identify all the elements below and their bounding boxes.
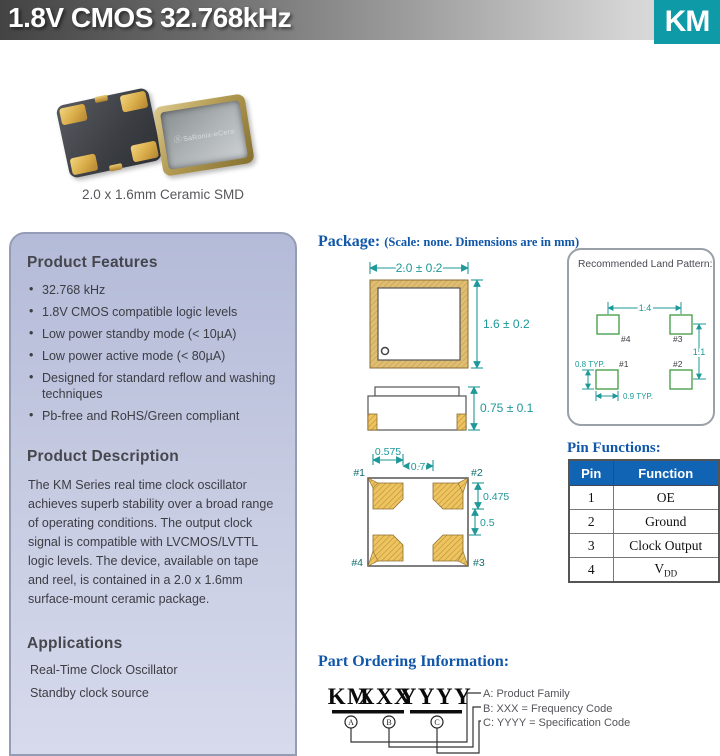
- land-label-4: #4: [621, 334, 631, 344]
- features-list: [29, 282, 282, 424]
- table-row: [569, 534, 719, 558]
- pin-label-3: #3: [473, 557, 485, 569]
- land-dim-h: 1.4: [638, 303, 652, 313]
- description-heading: Product Description: [27, 448, 179, 465]
- pin1-indicator: [382, 348, 389, 355]
- chip-pad: [120, 91, 149, 113]
- km-logo: KM: [654, 0, 720, 44]
- code-part-b: XXX: [357, 684, 413, 709]
- marker-letter-a: A: [348, 718, 354, 727]
- pin-function: Ground: [613, 510, 719, 534]
- land-dim-pad-w: 0.9 TYP.: [623, 392, 653, 401]
- package-heading: Package: (Scale: none. Dimensions are in mm): [318, 233, 580, 250]
- land-label-1: #1: [619, 359, 629, 369]
- land-pad-4: [597, 315, 619, 334]
- package-drawings: [345, 252, 560, 582]
- table-row: [569, 510, 719, 534]
- chip-lid: [160, 100, 248, 170]
- side-view-drawing: [368, 387, 534, 430]
- product-info-panel: [9, 232, 297, 756]
- feature-item: • Low power standby mode (< 10µA): [29, 326, 282, 342]
- application-item: Real-Time Clock Oscillator: [30, 663, 178, 677]
- code-part-c: YYYY: [399, 684, 473, 709]
- land-pattern-drawing: [569, 250, 713, 424]
- ordering-legend: [483, 687, 630, 731]
- top-view-drawing: [370, 261, 530, 368]
- col-header-function: Function: [613, 460, 719, 486]
- legend-item: B: XXX = Frequency Code: [483, 702, 613, 715]
- applications-heading: Applications: [27, 635, 123, 652]
- feature-item: • 32.768 kHz: [29, 282, 282, 298]
- land-pattern-box: [567, 248, 715, 426]
- pin-number: 1: [569, 486, 613, 510]
- circle-s-logo-icon: Ⓢ: [173, 134, 183, 145]
- pin-label-4: #4: [351, 557, 363, 569]
- package-scale-note: (Scale: none. Dimensions are in mm): [384, 235, 580, 249]
- pin-functions-heading: Pin Functions:: [567, 440, 661, 456]
- table-row: [569, 486, 719, 510]
- chip-pad: [130, 140, 159, 162]
- feature-item: • Low power active mode (< 80µA): [29, 348, 282, 364]
- marker-letter-c: C: [434, 718, 440, 727]
- marker-letter-b: B: [386, 718, 392, 727]
- connector-c: [437, 721, 481, 753]
- dim-thickness: 0.75 ± 0.1: [480, 401, 534, 415]
- legend-item: A: Product Family: [483, 688, 570, 700]
- code-part-a: KM: [327, 684, 371, 709]
- land-pattern-title: Recommended Land Pattern:: [578, 259, 713, 270]
- chip-pad: [69, 153, 98, 175]
- chip-logo-text: ⓈSaRonix-eCera: [173, 127, 235, 145]
- legend-item: C: YYYY = Specification Code: [483, 717, 631, 729]
- pin-function: Clock Output: [613, 534, 719, 558]
- feature-item: • Pb-free and RoHS/Green compliant: [29, 408, 282, 424]
- pin-number: 2: [569, 510, 613, 534]
- land-pad-1: [596, 370, 618, 389]
- table-header-row: [569, 460, 719, 486]
- pin-label-1: #1: [353, 467, 365, 479]
- application-item: Standby clock source: [30, 686, 149, 700]
- chip-photo-bottom-view: [55, 87, 162, 179]
- dim-height: 1.6 ± 0.2: [483, 317, 530, 331]
- dim-width: 2.0 ± 0.2: [395, 261, 443, 275]
- dim-pad-width: 0.575: [374, 446, 402, 458]
- pin-functions-table: [568, 459, 720, 583]
- col-header-pin: Pin: [569, 460, 613, 486]
- applications-list: [30, 663, 282, 700]
- bottom-view-drawing: [351, 446, 509, 569]
- pin-number: 4: [569, 558, 613, 583]
- pin-label-2: #2: [471, 467, 483, 479]
- part-ordering-heading: Part Ordering Information:: [318, 653, 510, 670]
- feature-item: • 1.8V CMOS compatible logic levels: [29, 304, 282, 320]
- chip-pad: [59, 103, 88, 125]
- page-title: 1.8V CMOS 32.768kHz: [8, 2, 292, 33]
- pin-function: $V_{DD}$: [613, 558, 719, 583]
- dim-pad-height: 0.475: [483, 491, 510, 503]
- land-pad-3: [670, 315, 692, 334]
- land-label-2: #2: [673, 359, 683, 369]
- land-dim-pad-h: 0.8 TYP.: [575, 360, 605, 369]
- chip-photo-top-view: [153, 93, 255, 177]
- pin-number: 3: [569, 534, 613, 558]
- pin-function: OE: [613, 486, 719, 510]
- feature-item: • Designed for standard reflow and washing techniques: [29, 370, 282, 402]
- land-pad-2: [670, 370, 692, 389]
- dim-pad-pitch: 0.7: [410, 461, 426, 473]
- dim-pad-vspace: 0.5: [480, 517, 495, 529]
- chip-castellation: [109, 163, 123, 172]
- land-label-3: #3: [673, 334, 683, 344]
- land-dim-v: 1.1: [692, 347, 706, 357]
- chip-castellation: [94, 95, 108, 104]
- table-row: [569, 558, 719, 583]
- photo-caption: 2.0 x 1.6mm Ceramic SMD: [82, 187, 245, 202]
- description-text: The KM Series real time clock oscillator achieves superb stability over a broad range of operating conditions. The output clock signal is compatible with LVCMOS/LVTTL logic levels. The device, available on tape and reel, is contained in a 2.0 x 1.6mm surface-mount ceramic package.: [28, 478, 274, 606]
- features-heading: Product Features: [27, 254, 158, 271]
